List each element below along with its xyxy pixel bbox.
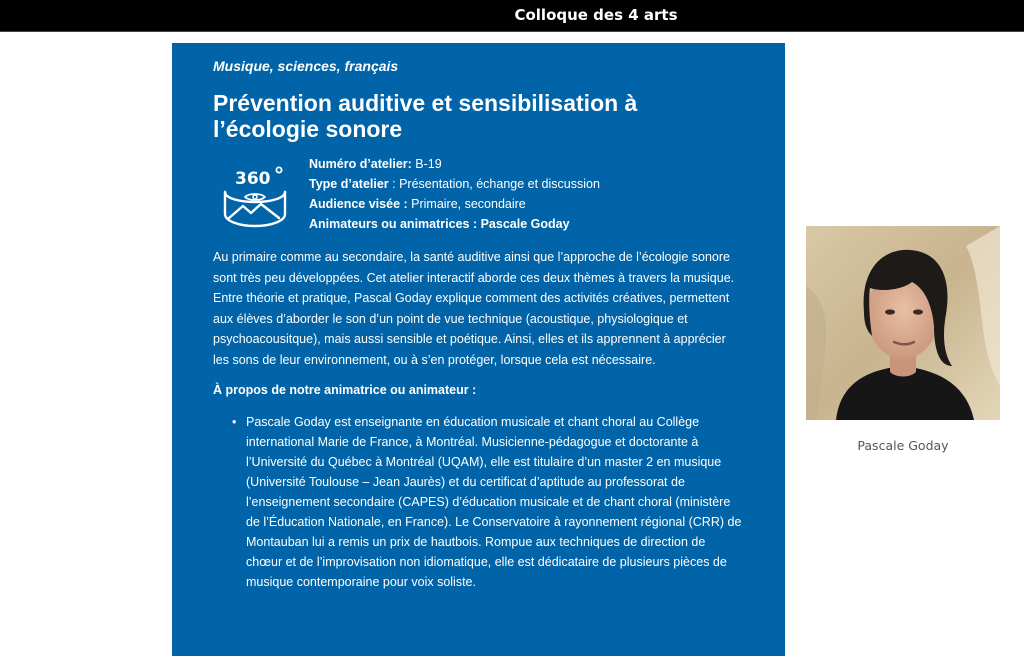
workshop-description: Au primaire comme au secondaire, la santé auditive ainsi que l’approche de l’écologie sonore sont très peu développées. Cet atelier interactif aborde ces deux thèmes à travers la musique. Entre théorie et pratique, Pascal Goday explique comment des activités créatives, permettent aux élèves d’aborder le son d’un point de vue technique (acoustique, physiologique et psychoacousitque), mais aussi sensible et poétique. Ainsi, elles et ils apprennent à apprécier les sons de leur environnement, ou à s’en protéger, lorsque cela est nécessaire. (213, 250, 735, 367)
presenter-photo (806, 226, 1000, 420)
site-title: Colloque des 4 arts (514, 6, 678, 24)
workshop-subject: Musique, sciences, français (213, 58, 399, 74)
meta-audience: Audience visée : Primaire, secondaire (309, 197, 526, 211)
meta-type: Type d’atelier : Présentation, échange et discussion (309, 177, 600, 191)
top-bar (0, 0, 1024, 32)
bio-list (213, 412, 743, 592)
workshop-title: Prévention auditive et sensibilisation à l’écologie sonore (213, 90, 638, 142)
360-icon (221, 166, 289, 228)
list-item: • Pascale Goday est enseignante en éducation musicale et chant choral au Collège international Marie de France, à Montréal. Musicienne-pédagogue et doctorante à l’Université du Québec à Montréal (UQAM), elle est titulaire d’un master 2 en musique (Université Toulouse – Jean Jaurès) et du certificat d’aptitude au professorat de l’enseignement secondaire (CAPES) d’éducation musicale et de chant choral (ministère de l’Éducation Nationale, en France). Le Conservatoire à rayonnement régional (CRR) de Montauban lui a remis un prix de hautbois. Rompue aux techniques de direction de chœur et de l’improvisation non idiomatique, elle est dédicataire de plusieurs pièces de musique contemporaine pour voix soliste. (246, 412, 743, 592)
svg-text:360: 360 (235, 169, 271, 189)
meta-number: Numéro d’atelier: B-19 (309, 157, 442, 171)
meta-hosts: Animateurs ou animatrices : Pascale Goday (309, 217, 570, 231)
photo-caption: Pascale Goday (857, 438, 949, 453)
presenter-portrait (806, 226, 1000, 420)
about-heading: À propos de notre animatrice ou animateur : (213, 383, 477, 397)
workshop-panel (172, 43, 785, 656)
workshop-meta (213, 154, 745, 236)
meta-list (309, 154, 600, 234)
